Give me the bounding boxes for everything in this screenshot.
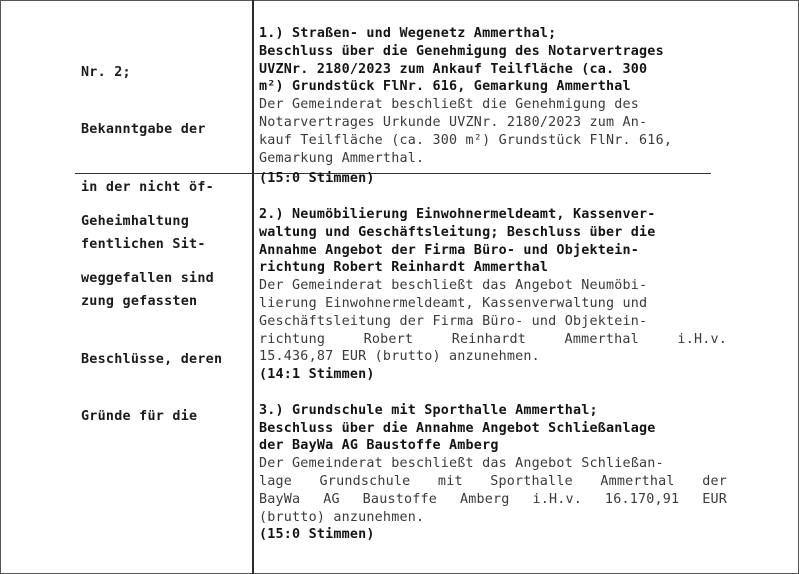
resolution-title-line: m²) Grundstück FlNr. 616, Gemarkung Ammerthal — [259, 79, 631, 95]
resolution-title-line: Beschluss über die Annahme Angebot Schließanlage — [259, 420, 656, 436]
left-heading-line: fentlichen Sit- — [81, 237, 206, 253]
left-heading-line: in der nicht öf- — [81, 179, 214, 195]
resolution-title-line: UVZNr. 2180/2023 zum Ankauf Teilfläche (ca. 300 — [259, 61, 648, 77]
left-column-heading-continued — [81, 174, 253, 308]
resolution-title-line: Beschluss über die Genehmigung des Notarvertrages — [259, 43, 664, 59]
left-heading-line: weggefallen sind — [81, 271, 214, 287]
resolution-title-line: richtung Robert Reinhardt Ammerthal — [259, 260, 549, 276]
vote-result: (14:1 Stimmen) — [259, 367, 375, 383]
left-heading-line: Bekanntgabe der — [81, 122, 206, 138]
resolution-title-line: Annahme Angebot der Firma Büro- und Objektein- — [259, 242, 640, 258]
resolution-body-line: BayWa AG Baustoffe Amberg i.H.v. 16.170,91 EUR — [259, 491, 727, 507]
left-heading-line: Beschlüsse, deren — [81, 351, 223, 367]
resolutions-column — [259, 25, 727, 562]
left-heading-line: Nr. 2; — [81, 65, 131, 81]
resolution-body-line: lierung Einwohnermeldeamt, Kassenverwaltung und — [259, 295, 648, 311]
resolution-title-line: 2.) Neumöbilierung Einwohnermeldeamt, Kassenver- — [259, 206, 656, 222]
resolution-title-line: 1.) Straßen- und Wegenetz Ammerthal; — [259, 26, 557, 41]
resolution-item-1 — [259, 25, 727, 188]
resolution-body-line: (brutto) anzunehmen. — [259, 509, 425, 525]
resolution-body-line: 15.436,87 EUR (brutto) anzunehmen. — [259, 349, 540, 365]
resolution-body-line: kauf Teilfläche (ca. 300 m²) Grundstück FlNr. 616, — [259, 132, 673, 148]
resolution-body-line: Gemarkung Ammerthal. — [259, 150, 425, 166]
left-heading-line: Geheimhaltung — [81, 214, 190, 230]
resolution-body-line: Geschäftsleitung der Firma Büro- und Objektein- — [259, 313, 648, 329]
resolution-body-line: Notarvertrages Urkunde UVZNr. 2180/2023 zum An- — [259, 114, 648, 130]
resolution-body-line: Der Gemeinderat beschließt das Angebot Neumöbi- — [259, 278, 648, 294]
resolution-item-3 — [259, 402, 727, 544]
resolution-title-line: der BayWa AG Baustoffe Amberg — [259, 438, 499, 454]
resolution-body-line: richtung Robert Reinhardt Ammerthal i.H.v. — [259, 331, 727, 347]
resolution-body-line: Der Gemeinderat beschließt das Angebot Schließan- — [259, 456, 664, 472]
resolution-title-line: waltung und Geschäftsleitung; Beschluss über die — [259, 224, 656, 240]
left-heading-line: Gründe für die — [81, 408, 198, 424]
resolution-item-2 — [259, 206, 727, 384]
resolution-body-line: Der Gemeinderat beschließt die Genehmigung des — [259, 97, 640, 113]
resolution-body-line: lage Grundschule mit Sporthalle Ammerthal der — [259, 473, 727, 489]
left-heading-line: zung gefassten — [81, 294, 198, 310]
vote-result: (15:0 Stimmen) — [259, 171, 375, 187]
vote-result: (15:0 Stimmen) — [259, 527, 375, 543]
resolution-title-line: 3.) Grundschule mit Sporthalle Ammerthal; — [259, 402, 598, 418]
